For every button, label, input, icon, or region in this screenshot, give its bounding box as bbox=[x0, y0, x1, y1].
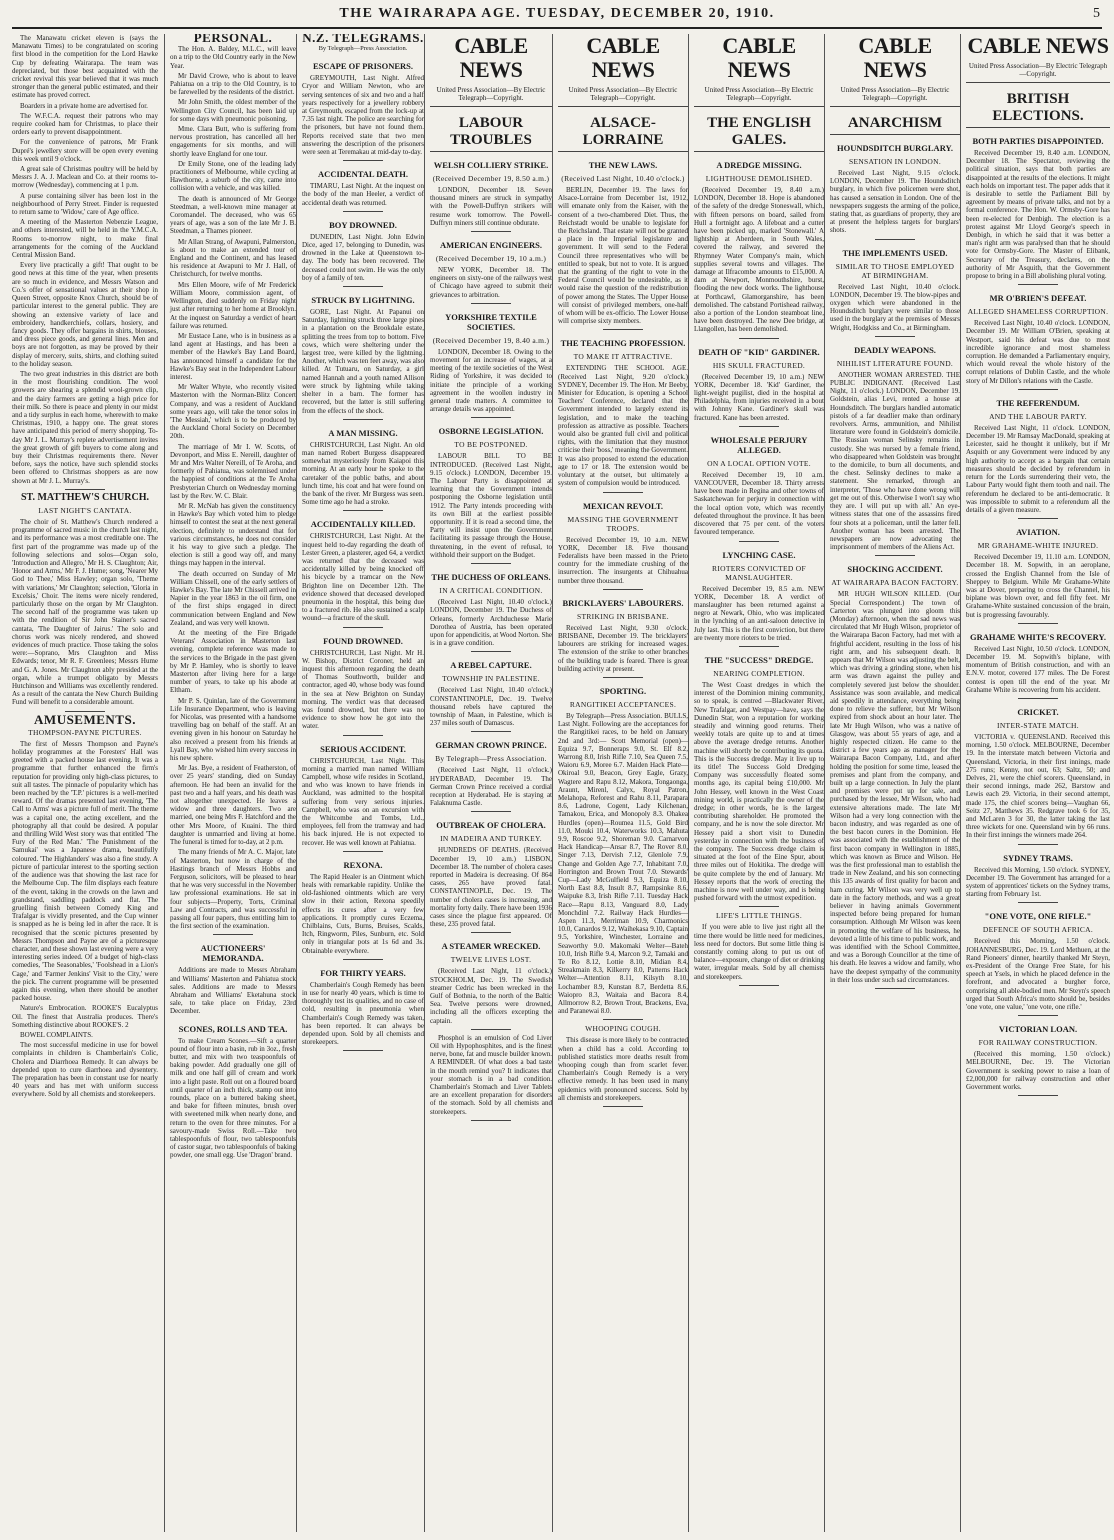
divider bbox=[471, 811, 511, 812]
story-headline: MEXICAN REVOLT. bbox=[582, 500, 664, 511]
story-headline: CRICKET. bbox=[1017, 706, 1059, 717]
story-subheadline: HIS SKULL FRACTURED. bbox=[712, 360, 806, 370]
story-text: BERLIN, December 19. The laws for Alsace-Lorraine from December 1st, 1912, will emanate only from the Kaiser, with the consent of a two-chambered Diet. Thus, the Reichstadt would be unable to legislate for the Reichsland. That estate will not be granted a place in the Imperial legislature and government. It will send to the Federal Council three representatives who will be entitled to speak, but not to vote. It is argued that the granting of the right to vote in the Federal Council would be undesirable, as it would raise the question of the redistribution of power among the States. The Upper House will consist of privileged members, one-half of whom will be ex-officio. The Lower House will comprise sixty members. bbox=[558, 186, 688, 326]
story-text: Received Last Night, 9.15 o'clock. LONDON, December 19. The Houndsditch burglary, in which five policemen were shot, has caused a sensation in London. One of the newspapers suggests the arming of the police, stating that, as guardians of property, they are at present the helpless targets for burglars' shots. bbox=[830, 169, 960, 235]
story-subheadline: RIOTERS CONVICTED OF MANSLAUGHTER. bbox=[712, 563, 806, 582]
story-text: CHRISTCHURCH, Last Night. Mr H. W. Bishop, District Coroner, held an inquest this afternoon regarding the death of Thomas Southworth, builder and contractor, aged 40, whose body was found in the sea at New Brighton on Sunday morning. The verdict was that deceased was found drowned, but there was no evidence to show how he got into the water. bbox=[302, 648, 424, 731]
paragraph: The many friends of Mr A. C. Major, late of Masterton, but now in charge of the Hastings branch of Messrs Hobbs and Ferguson, solicitors, will be pleased to hear that he was very successful in the November law professional examinations. He sat in four subjects—Property, Torts, Criminal Law and Contracts, and was successful in passing all four papers, thus entitling him to the first section of the examination. bbox=[170, 848, 296, 931]
story-headline: BRICKLAYERS' LABOURERS. bbox=[562, 597, 684, 608]
divider bbox=[739, 338, 779, 339]
lead-headline: ANARCHISM bbox=[830, 115, 960, 135]
story-headline: THE DUCHESS OF ORLEANS. bbox=[431, 572, 551, 583]
story-text: VICTORIA v. QUEENSLAND. Received this morning, 1.50 o'clock. MELBOURNE, December 19. In the interstate match between Victoria and Queensland, Victoria, in their first innings, made 275 runs; Kenny, not out, 63; Saltz, 50; and Delves, 21, were the chief scorers. Queensland, in their second innings, made 262, Barstow and Lewis each 29. Victoria, in their second attempt, made 175, the chief scorers being—Vaughan 66, Seitz 27, Matthews 35. Redgrave took 6 for 35, and McLaren 3 for 30, the latter taking the last three wickets for one. Queensland win by 66 runs. In their first innings the winners made 264. bbox=[966, 732, 1110, 840]
cable-credit: United Press Association—By Electric Telegraph—Copyright. bbox=[694, 86, 824, 107]
nz-telegrams-byline: By Telegraph—Press Association. bbox=[318, 45, 408, 53]
lead-headline: LABOUR TROUBLES bbox=[430, 115, 552, 152]
story-subheadline: LIFE'S LITTLE THINGS. bbox=[715, 911, 803, 921]
column-7-stories bbox=[830, 143, 960, 989]
story-text: Received Last Night, 10.40 o'clock. LONDON, December 19. Mr William O'Brien, speaking at Westport, said his defeat was due to most incredible ignorance and most shameless corruption. He demanded a Parliamentary enquiry, which would reveal the whole history of the corrupt relations of Dublin Castle, and the whole story of Mr Dillon's relations with the Castle. bbox=[966, 319, 1110, 385]
paragraph: The choir of St. Matthew's Church rendered a programme of sacred music in the church last night, and its performance was a most creditable one. The first part of the programme was made up of the following selections and solos—Organ solo, 'Introduction and Allegro,' Mr H. S. Claughton; Air, 'Honor and Arms,' Mr F. J. Hume; song, 'Nearer My God to Thee,' Miss Hawley; organ solo, 'Theme with variations,' Mr Claughton; selection, 'Gloria in Excelsis,' Choir. The items were nicely rendered, particularly those on the organ by Mr Claughton. The second half of the programme was taken up with the rendition of Sir John Stainer's sacred cantata, 'The Daughter of Jairus.' The solo and chorus work was nicely rendered, and showed evidences of much practice. Those taking the solos were:—Soprano, Mrs Claughton and Miss Edwards; tenor, Mr R. F. Greenlees; Messrs Hume and G. A. Jones. Mr Claughton ably presided at the organ, while a trumpet obligato by Messrs Hutchinson and Williams was excellently rendered. As a result of the cantata the New Church Building Fund will benefit to a considerable amount. bbox=[12, 517, 158, 707]
story-subheadline: (Received December 19, 10 a.m.) bbox=[435, 254, 547, 264]
story-subheadline: (Received December 19, 8.50 a.m.) bbox=[432, 174, 550, 183]
story-headline: GRAHAME WHITE'S RECOVERY. bbox=[970, 631, 1106, 642]
story-text: HUNDREDS OF DEATHS. (Received December 19, 10 a.m.) LISBON, December 18. The number of cholera cases reported in Madeira is decreasing. Of 864 cases, 265 have proved fatal. CONSTANTINOPLE, Dec. 19. The number of cholera cases is increasing, and mortality forty daily. There have been 1936 cases since the plague first appeared. Of these, 235 proved fatal. bbox=[430, 846, 552, 929]
story-subheadline: INTER-STATE MATCH. bbox=[997, 720, 1079, 730]
divider bbox=[875, 555, 915, 556]
paragraph: Boarders in a private home are advertised for. bbox=[20, 101, 148, 110]
story-subheadline: SENSATION IN LONDON. bbox=[848, 157, 942, 166]
cable-credit: United Press Association—By Electric Telegraph—Copyright. bbox=[430, 86, 552, 107]
story-text: Chamberlain's Cough Remedy has been in use for nearly 40 years, which is time to thoroughly test its qualities, and no case of cold, resulting in pneumonia when Chamberlain's Cough Remedy was taken, has been reported. It can always be depended upon. Sold by all chemists and storekeepers. bbox=[302, 980, 424, 1047]
story-text: Received Last Night, 11 o'clock. LONDON, December 19. Mr Ramsay MacDonald, speaking at Leicester, said he thought it unlikely, but if Mr Asquith or any Government were induced by any high authority to accept as a bargain that certain measures should be decided by referendum in return for the Lords surrendering their veto, the Labour Party would fight them tooth and nail. The referendum he declared to be anti-democratic. It was impossible to submit to a referendum all the details of a given measure. bbox=[966, 423, 1110, 514]
story-headline: ACCIDENTAL DEATH. bbox=[318, 169, 408, 180]
divider bbox=[1018, 389, 1058, 390]
column-4-stories bbox=[430, 160, 552, 1121]
divider bbox=[739, 906, 779, 907]
story-text: Received Last Night, 10.40 o'clock. LONDON, December 19. The blow-pipes and oxygen which were abandoned in the Houndsditch burglary were similar to those used in the burglary at the premises of Messrs Wright, Hodgkiss and Co., at Birmingham. bbox=[830, 282, 960, 332]
divider bbox=[471, 1029, 511, 1030]
story-headline: THE "SUCCESS" DREDGE. bbox=[704, 654, 814, 665]
story-headline: STRUCK BY LIGHTNING. bbox=[311, 295, 415, 306]
divider bbox=[343, 627, 383, 628]
story-headline: FOUND DROWNED. bbox=[323, 635, 403, 646]
divider bbox=[739, 541, 779, 542]
paragraph: Dr Emily Stone, one of the leading lady practitioners of Melbourne, while cycling at Hawthorne, a suburb of the city, came into collision with a vehicle, and was killed. bbox=[170, 159, 296, 193]
divider bbox=[343, 959, 383, 960]
story-headline: "ONE VOTE, ONE RIFLE." bbox=[984, 911, 1092, 922]
paragraph: Mr Walter Whyte, who recently visited Masterton with the Norman-Blitz Concert Company, and was a resident of Auckland some years ago, will take the tenor solos in 'The Messiah,' which is to be produced by the Auckland Choral Society on December 20th. bbox=[170, 383, 296, 441]
story-text: Received December 19, 10 a.m. NEW YORK, December 18. Five thousand Federalists have been massed in the Prieto country for the immediate crushing of the insurrection. The insurgents at Chihuahua number three thousand. bbox=[558, 535, 688, 585]
divider bbox=[1018, 623, 1058, 624]
story-text: Received December 19, 11.10 a.m. LONDON, December 18. M. Sopwith, in an aeroplane, crossed the English Channel from the Isle of Sheppey to Belgium. While Mr Grahame-White was at Dover, preparing to cross the Channel, his biplane was blown over, and fell fifty feet. Mr Grahame-White sustained concussion of the brain, but is progressing favourably. bbox=[966, 553, 1110, 619]
divider bbox=[471, 303, 511, 304]
paragraph: The marriage of Mr I. W. Scotts, of Devonport, and Miss E. Nereill, daughter of Mr and Mrs Walter Nereill, of Te Aroha, and formerly of Pahiatua, was solemnised under the happiest of conditions at the Te Aroha Presbyterian Church on Wednesday morning last by the Rev. W. C. Blair. bbox=[170, 442, 296, 500]
divider bbox=[739, 426, 779, 427]
story-headline: SERIOUS ACCIDENT. bbox=[320, 743, 406, 754]
section-subtitle-cantata: LAST NIGHT'S CANTATA. bbox=[38, 505, 132, 515]
page-number: 5 bbox=[1093, 6, 1100, 21]
story-headline: ACCIDENTALLY KILLED. bbox=[310, 519, 416, 530]
story-text: (Received Last Night, 11 o'clock.) STOCKHOLM, Dec. 19. The Swedish steamer Cedric has been wrecked in the Gulf of Bothnia, to the north of the Baltic Sea. Twelve persons were drowned, including all the officers excepting the captain. bbox=[430, 967, 552, 1025]
story-subheadline: MASSING THE GOVERNMENT TROOPS. bbox=[567, 514, 679, 533]
story-headline: VICTORIAN LOAN. bbox=[998, 1024, 1078, 1035]
cable-credit: United Press Association—By Electric Telegraph—Copyright. bbox=[558, 86, 688, 107]
story-subheadline: STRIKING IN BRISBANE. bbox=[577, 611, 669, 621]
story-headline: MR O'BRIEN'S DEFEAT. bbox=[989, 293, 1087, 304]
story-headline: ESCAPE OF PRISONERS. bbox=[312, 61, 414, 72]
story-subheadline: TOWNSHIP IN PALESTINE. bbox=[442, 674, 540, 684]
story-text: (Received Last Night, 10.40 o'clock.) CONSTANTINOPLE, Dec. 19. Twelve thousand rebels have captured the township of Maan, in Palestine, which is 237 miles south of Damascus. bbox=[430, 686, 552, 728]
section-title-amusements: AMUSEMENTS. bbox=[34, 711, 136, 727]
story-headline: THE NEW LAWS. bbox=[588, 160, 658, 170]
column-7 bbox=[824, 34, 963, 1532]
story-headline: A MAN MISSING. bbox=[328, 427, 398, 438]
nz-telegrams-title: N.Z. TELEGRAMS. bbox=[302, 34, 424, 45]
story-subheadline: NEARING COMPLETION. bbox=[713, 668, 805, 678]
divider bbox=[471, 731, 511, 732]
story-headline: A REBEL CAPTURE. bbox=[450, 660, 532, 671]
paragraph: A great sale of Christmas poultry will be held by Messrs J. A. J. Maclean and Co. at their rooms to-morrow (Wednesday), commencing at 1 p.m. bbox=[12, 165, 158, 190]
story-headline: BOTH PARTIES DISAPPOINTED. bbox=[972, 136, 1104, 146]
story-headline: OSBORNE LEGISLATION. bbox=[438, 426, 544, 437]
lead-headline: ALSACE-LORRAINE bbox=[558, 115, 688, 152]
story-subheadline: RANGITIKEI ACCEPTANCES. bbox=[569, 699, 677, 709]
column-6-stories bbox=[694, 160, 824, 986]
story-headline: HOUNDSDITCH BURGLARY. bbox=[836, 143, 954, 153]
paragraph: Nature's Embrocation. ROOKE'S Eucalyptus Oil. The finest that Australia produces. There's Something distinctive about ROOKE'S. 2 bbox=[12, 1004, 158, 1029]
story-text: The West Coast dredges in which the interest of the Dominion mining community, so to speak, is centred —Blackwater River, New Trafalgar, and Westpay—have, says the Dunedin Star, won a reputation for working steadily and winning good returns. Their weekly totals are quite up to and at times above the average dredge returns. Another machine will shortly be contributing its quota. This is the Success dredge. May it live up to its title! The Success Gold Dredging Company was successfully floated some months ago, its capital being £10,000. Mr John Hessey, well known in the West Coast mining world, is practically the owner of the dredge; in other words, he is the largest contributing shareholder. He promoted the company, and he is now the sole director. Mr Hessey paid a short visit to Dunedin yesterday in connection with the business of the company. The Success dredge claim is situated at the foot of the Eine Spur, about three miles out of Hokitika. The dredge will be quite complete by the end of January. Mr Hessey reports that the work of erecting the machine is now well under way, and is being pushed forward with the utmost expedition. bbox=[694, 680, 824, 903]
divider bbox=[603, 492, 643, 493]
story-text: Received Last Night, 10.50 o'clock. LONDON, December 19. M. Sopwith's biplane, with momentum of British construction, and with an E.N.V. motor, covered 177 miles. The De Forest contest is open till the end of the year. Mr Grahame White is recovering from his accident. bbox=[966, 644, 1110, 694]
divider bbox=[343, 160, 383, 161]
paragraph: A purse containing silver has been lost in the neighbourhood of Perry Street. Finder is requested to return same to 'Widow,' care of Age office. bbox=[12, 191, 158, 217]
nz-telegram-stories bbox=[302, 61, 424, 1051]
section-subtitle-pictures: THOMPSON-PAYNE PICTURES. bbox=[28, 727, 142, 737]
masthead bbox=[0, 6, 1114, 24]
column-1 bbox=[12, 34, 162, 1532]
story-text: MR HUGH WILSON KILLED. (Our Special Correspondent.) The town of Carterton was plunged into gloom this (Monday) afternoon, when the sad news was circulated that Mr Hugh Wilson, proprietor of the Wairarapa Bacon Factory, had met with a frightful accident, resulting in the loss of his right arm, and his subsequent death. It appears that Mr Wilson was adjusting the belt, which was driving a grinding stone, when his arm was drawn against the pulley and completely severed just below the shoulder. Assistance was soon available, and medical aid speedily in attendance, everything being done to relieve the sufferer, but Mr Wilson expired from shock about an hour later. The late Mr Hugh Wilson, who was a native of Glasgow, was about 55 years of age, and a highly respected citizen. He came to the district a few years ago as manager for the Wairarapa Bacon Company, Ltd., and after holding the position for some time, leased the premises and plant from the company, and built up a large connection. In July the plant and premises were put up for sale, and purchased by the lessee, Mr Wilson, who had extensive alterations made. The late Mr Wilson had a very long connection with the bacon industry, and was regarded as one of the best bacon curers in the Dominion. He was associated with the establishment of the first bacon company in Wellington in 1885, which was known as Bruce and Wilson. He was the first professional man to establish the trade in New Zealand, and his son connecting this 135 awards of first quality for bacon and ham curing. Mr Wilson was very well up to date in the factory methods, and was a great believer in having animals Government inspected before being prepared for human consumption. Although Mr Wilson was keen in promoting the welfare of his business, he devoted a little of his time to public work, and was identified with the School Committee, and was a Borough Councillor at the time of his death. He leaves a widow and family, who have the deepest sympathy of the community in their loss under such sad circumstances. bbox=[830, 590, 960, 984]
story-text: ANOTHER WOMAN ARRESTED. THE PUBLIC INDIGNANT. (Received Last Night, 11 o'clock.) LONDON, December 19. Goldstein, alias Levi, rented a house at Houndsditch. The burglars handled automatic pistols of a far deadlier make than ordinary revolvers. Arms, ammunition, and Nihilist literature were found in Goldstein's domicile. The Russian woman Selinsky remains in custody. She was nursed by a female friend, who disappeared when Goldstein was brought to the domicile, to burn all documents, and the chest. Selinsky declines to make a statement. She remarked, through an interpreter, 'Those who have done wrong will get me out of this. Otherwise I won't say who they are. I will put up with all.' An eye-witness states that one of the assassins fired four shots at a policeman, until the latter fell. Another woman has been arrested. The newspapers are now advocating the imprisonment of members of the Aliens Act. bbox=[830, 370, 960, 552]
paragraph: Mr Eustace Lane, who is in business as a land agent at Hastings, and has been a member of the Hawke's Bay Land Board, has announced himself a candidate for the Hawke's Bay seat in the Independent Labour interest. bbox=[170, 331, 296, 381]
story-headline: FOR THIRTY YEARS. bbox=[320, 967, 406, 978]
story-headline: BOY DROWNED. bbox=[329, 219, 397, 230]
masthead-title: THE WAIRARAPA AGE. TUESDAY, DECEMBER 20, 1910. bbox=[339, 6, 775, 21]
divider bbox=[603, 329, 643, 330]
story-text: (Received Last Night, 11 o'clock.) HYDERABAD, December 19. The German Crown Prince received a cordial reception at Hyderabad. He is staying at Falaknuma Castle. bbox=[430, 766, 552, 808]
story-headline: WHOLESALE PERJURY ALLEGED. bbox=[710, 434, 808, 455]
auction-title: AUCTIONEERS' MEMORANDA. bbox=[200, 943, 266, 964]
divider bbox=[1018, 698, 1058, 699]
divider bbox=[471, 231, 511, 232]
story-subheadline: AT WAIRARAPA BACON FACTORY. bbox=[831, 578, 959, 588]
story-subheadline: TO BE POSTPONED. bbox=[454, 440, 528, 450]
story-subheadline: NIHILIST LITERATURE FOUND. bbox=[836, 358, 954, 368]
cable-news-header: CABLE NEWS bbox=[967, 34, 1109, 58]
paragraph: The death is announced of Mr George Steedman, a well-known mine manager at Coromandel. The deceased, who was 65 years of age, was a son of the late Mr J. B. Steedman, a Thames pioneer. bbox=[170, 194, 296, 236]
scones-text: To make Cream Scones.—Sift a quarter pound of flour into a basin, rub in 3oz., fresh butter, and mix with two teaspoonfuls of baking powder. Add gradually one gill of milk and one half gill of cream and work into a light paste. Roll out on a floured board until quarter of an inch thick, stamp out into rounds, place on a buttered baking sheet, and bake for fifteen minutes, brush over with sweetened milk when nearly done, and return to the oven for three minutes. For a savoury-made Swiss Roll.—Take two tablespoonfuls of flour, two tablespoonfuls of castor sugar, two tablespoonfuls of baking powder, one small egg. Use 'Dragon' brand. bbox=[170, 1036, 296, 1160]
story-text: (Received this morning, 1.50 o'clock.) MELBOURNE, Dec. 19. The Victorian Government is seeking power to raise a loan of £2,000,000 for railway construction and other Government works. bbox=[966, 1050, 1110, 1092]
divider bbox=[471, 417, 511, 418]
paragraph: Mr Jas. Bye, a resident of Featherston, of over 25 years' standing, died on Sunday afternoon. He had been an invalid for the past two and a half years, and his death was not altogether unexpected. He leaves a widow and three daughters. Two are married, one being Mrs F. Hatchford and the other Mrs Moore, of Kuaini. The third daughter is unmarried and living at home. The funeral is timed for to-day, at 2 p.m. bbox=[170, 764, 296, 847]
paragraph: Mr John Smith, the oldest member of the Wellington City Council, has been laid up for some days with pneumonic poisoning. bbox=[170, 98, 296, 123]
story-subheadline: (Received December 19, 8.40 a.m.) bbox=[432, 335, 550, 345]
story-headline: SYDNEY TRAMS. bbox=[1003, 852, 1073, 863]
story-text: LABOUR BILL TO BE INTRODUCED. (Received Last Night, 9.15 o'clock.) LONDON, December 19. The Labour Party is disappointed at learning that the Government intends postponing the Osborne legislation until 1912. The Party intends proceeding with its own Bill at the earliest possible opportunity. If it is read a second time, the Party will insist upon the Government facilitating its passage through the House, threatening, in the event of refusal, to withhold their support on the Budget. bbox=[430, 452, 552, 559]
paragraph: The Manawatu cricket eleven is (says the Manawatu Times) to be congratulated on scoring first blood in the competition for the Lord Hawke Cup by defeating Wairarapa. The team was depreciated, but those best acquainted with the cricket revival this year believed that it was much stronger than the general public estimated, and their estimate has proved correct. bbox=[12, 34, 158, 100]
story-headline: THE IMPLEMENTS USED. bbox=[842, 247, 948, 258]
divider bbox=[471, 563, 511, 564]
divider bbox=[1018, 902, 1058, 903]
story-subheadline: IN A CRITICAL CONDITION. bbox=[439, 586, 543, 596]
divider bbox=[875, 336, 915, 337]
paragraph: Mr David Crowe, who is about to leave Pahiatua on a trip to the Old Country, is to be farewelled by the residents of the district. bbox=[170, 71, 296, 97]
story-text: If you were able to live just right all the time there would be little need for medicines, less need for doctors. But some little thing is constantly coming along to put us out of balance—exposure, change of diet or drinking water, irregular meals. Sold by all chemists and storekeepers. bbox=[694, 923, 824, 981]
paragraph: Mrs Ellen Moore, wife of Mr Frederick William Moore, commission agent, of Wellington, died suddenly on Friday night just after returning to her home at Brooklyn. At the inquest on Saturday a verdict of heart failure was returned. bbox=[170, 280, 296, 330]
divider bbox=[739, 646, 779, 647]
divider bbox=[1018, 844, 1058, 845]
cable-news-header: CABLE NEWS bbox=[454, 34, 528, 82]
cable-news-header: CABLE NEWS bbox=[586, 34, 660, 82]
divider bbox=[471, 1120, 511, 1121]
paragraph: Mr P. S. Quinlan, late of the Government Life Insurance Department, who is leaving for Nicolas, was presented with a handsome travelling bag on behalf of the staff. At an evening given in his honour on Saturday he also received a present from his friends at Lyall Bay, who wished him every success in his new sphere. bbox=[170, 696, 296, 763]
story-text: (Received December 19, 8.40 a.m.) LONDON, December 18. Hope is abandoned of the safety of the dredge Stoneswall, which, with fifteen persons on board, sailed from Hull a fortnight ago. A lifeboat and a cutter have been picked up, marked 'Stonewall.' A lightship at Aberdeen, in South Wales, covered the railway, and severed the Rhymney Water Company's main, which supplies several towns and villages. The damage at Ilfracombe amounts to £15,000. A dam at Newport, Monmouthshire, burst, flooding the new dock works. The lighthouse at Porthcawl, Glamorganshire, has been demolished. The cabstand Portishead railway, also a portion of the London steamboat line, have been destroyed. The new Dee bridge, at Llangollen, has been demolished. bbox=[694, 186, 824, 334]
story-text: Phosphol is an emulsion of Cod Liver Oil with Hypophosphites, and is the finest nerve, bone, fat and muscle builder known. A REMINDER. Of what does a bad taste in the mouth remind you? It indicates that your stomach is in a bad condition. Chamberlain's Stomach and Liver Tablets are an excellent preparation for disorders of the stomach. Sold by all chemists and storekeepers. bbox=[430, 1033, 552, 1116]
story-subheadline: WHOOPING COUGH. bbox=[585, 1024, 661, 1034]
paragraph: The two great industries in this district are both in the most flourishing condition. The wool growers are shearing a splendid wool-grown clip, and the dairy farmers are getting a high price for their milk. So there is peace and plenty in our midst and a tidy surplus in each home, wherewith to make Christmas, 1910, a happy one. The great stores have anticipated this period of merry shopping. To-day Mr J. L. Murray's replete advertisement invites the great growth of gift buyers to come along and buy their Christmas requirements there. Never before, says the notice, have such splendid stocks been offered to Christmas shoppers as are now shown at Mr J. L. Murray's. bbox=[12, 369, 158, 485]
story-headline: DEATH OF "KID" GARDINER. bbox=[698, 346, 820, 357]
story-text: LONDON, December 18. Seven thousand miners are struck in sympathy with the Powell-Duffryn strikers will resume work tomorrow. The Powell-Duffryn miners still continue obdurate. bbox=[430, 186, 552, 227]
story-text: GORE, Last Night. At Papanui on Saturday, lightning struck three large pines in a plantation on the Brookdale estate, splitting the trees from top to bottom. Five cows, which were sheltering under the largest tree, were killed by the lightning. Another, which was ten feet away, was also killed. At Tutuaru, on Saturday, a girl named Hannah and a youth named Allison were struck by lightning while taking shelter in a barn. The former has recovered, but the latter is still suffering from the effects of the shock. bbox=[302, 308, 424, 415]
lead-headline: THE ENGLISH GALES. bbox=[694, 115, 824, 152]
personal-title: PERSONAL. bbox=[193, 34, 273, 45]
story-text: GREYMOUTH, Last Night. Alfred Cryor and William Newton, who are serving sentences of six and two and a half years respectively for a jewellery robbery at Greymouth, escaped from the lock-up at 7.35 last night. The police are searching for the prisoners, but have not found them. Reports received state that two men answering the description of the prisoners were seen at Teremakau at mid-day to-day. bbox=[302, 74, 424, 157]
paragraph: The first of Messrs Thompson and Payne's holiday programmes at the Foresters' Hall was greeted with a packed house last evening. It was a programme that further enhanced the firm's reputation for providing only high-class pictures, to suit all tastes. The pinnacle of popularity which has been reached by the 'T.P.' pictures is a well-merited reward. Of the dramas presented last evening, 'The Call to Arms' was a picture full of merit. The theme was a capital one, the acting excellent, and the photography all that could be desired. A popular and thrilling Wild West story was that entitled 'The Fury of the Red Man.' 'The Punishment of the Samukai' was a Japanese drama, beautifully coloured. 'The Highlanders' was also a fine study. A picture of particular interest to the sporting section of the audience was that showing the last race for the Melbourne Cup. The film displays each feature of the event, taking in the crowds on the lawn and grandstand, saddling paddock and flat. The gruelling finish between Comedy King and Trafalgar is vividly presented, and the Cup winner is snapped as he is being led in after the race. It is recognised that the scenic pictures presented by Messrs Thompson and Payne are of a picturesque character, and these shown last evening were a very interesting series indeed. Of a budget of high-class comedies, 'The Seasonables,' 'Foolshead in a Lion's Cage,' and 'Farmer Jenkins' Visit to the City,' were the pick. The current programme will be presented again this evening, when there should be another packed house. bbox=[12, 739, 158, 1003]
paragraph: The W.F.C.A. request their patrons who may require cooked ham for Christmas, to place their orders early to prevent disappointment. bbox=[12, 111, 158, 137]
story-headline: LYNCHING CASE. bbox=[722, 549, 796, 560]
column-4 bbox=[424, 34, 555, 1532]
divider bbox=[343, 1050, 383, 1051]
cable-credit: United Press Association—By Electric Telegraph—Copyright. bbox=[830, 86, 960, 107]
story-headline: SPORTING. bbox=[599, 685, 647, 696]
paragraph: The most successful medicine in use for bowel complaints in children is Chamberlain's Colic, Cholera and Diarrhoea Remedy. It can always be depended upon to cure diarrhoea and dysentery. The preparation has been in constant use for nearly 40 years and has met with uniform success everywhere. Sold by all chemists and storekeepers. bbox=[12, 1041, 158, 1099]
divider bbox=[343, 510, 383, 511]
story-text: (Received December 19, 10 a.m.) NEW YORK, December 18. 'Kid' Gardiner, the light-weight pugilist, died in the hospital at Philadelphia, from injuries received in a bout with Johnny Kane. Gardiner's skull was fractured. Kane has been arrested. bbox=[694, 372, 824, 422]
column-6 bbox=[688, 34, 827, 1532]
story-subheadline: By Telegraph—Press Association. bbox=[435, 754, 547, 764]
story-text: Received Last Night, 9.30 o'clock. BRISBANE, December 19. The bricklayers' labourers are striking for increased wages. The extension of the strike to other branches of the building trade is feared. There is great building activity at present. bbox=[558, 623, 688, 673]
divider bbox=[65, 489, 105, 490]
story-subheadline: DEFENCE OF SOUTH AFRICA. bbox=[982, 925, 1094, 935]
story-headline: DEADLY WEAPONS. bbox=[854, 344, 936, 355]
story-headline: YORKSHIRE TEXTILE SOCIETIES. bbox=[445, 311, 537, 332]
divider bbox=[875, 988, 915, 989]
story-text: TIMARU, Last Night. At the inquest on the body of the man Heeler, a verdict of accidental death was returned. bbox=[302, 182, 424, 207]
divider bbox=[1018, 518, 1058, 519]
story-text: By Telegraph—Press Association. BULLS, Last Night. Following are the acceptances for the Rangitikei races, to be held on January 2nd and 3rd:— Scott Memorial (open)—Equiza 9.7, Bonneraps 9.0, St. Elf 8.2, Warrong 8.0, Irish Rifle 7.10, Sea Queen 7.5, Waioru 6.9, Moree 6.7. Maiden Hack Plate—Okiroal 9.0, Beacon, Grey Eagle, Grazy, Wagtere and Rapu 8.12, Makora, Tongaonga, Araunt, Mirenl, Calyx, Royal Patron, Melahopa, Reforest and Rahu 8.11, Parapara 8.6, Ladrone, Cogent, Lady Kilchenan, Tamakou, Erica, and Monopoly 8.3. Ohakea Hurdles (open)—Roumea 11.5, Gold Bird 11.0, Mouki 10.4, Waterworks 10.3, Mahuta 9.9, Roscoe 9.2, Shoreman 9.0. Carnarvon Hack Handicap—Ansar 8.7, The Rover 8.0, Singer 7.13, Dervish 7.12, Glenlole 7.9, Change and Golden Age 7.7, Inhabitant 7.0, Horrington and Brown Trout 7.0. Stewards' Cup—Lady McGulfield 9.3, Equiza 8.10, North East 8.8, Insult 8.7, Rampsinke 8.6, Waipuke 8.3, Irish Rifle 7.11. Tuesday Hack Race—Rapu 8.13, Vanguard 8.0, Lady Monchdinl 7.2. Railway Hack Hurdles—Aspen 11.3, Merriman 10.9, Charmonics 10.0, Canardos 9.12, Waihekasa 9.10, Captain 9.5, Yorkshire, Winchester, Lorraine and Seaworthy 9.0. Makomaki Welter—Bateh 10.0, Irish Rifle 9.4, Marcon 9.2, Tamaki and Te Ro 8.12, Lottie 8.10, Midian 8.4, Streakmain 8.3, Kilkerry 8.0, Patterns Hack Welter—Attention 8.11, Kilsyth 8.10, Lochamber 8.9, Kunstan 8.7, Berdetta 8.6, Waiopro 8.3, Waitaia and Bacora 8.4, Allmorrow 8.2, Brown Trout, Brackens, Eva, and Paranewai 8.0. bbox=[558, 711, 688, 1016]
story-subheadline: ON A LOCAL OPTION VOTE. bbox=[707, 458, 811, 468]
column-1-paragraphs bbox=[12, 34, 158, 485]
paragraph: For the convenience of patrons, Mr Frank Dupré's jewellery store will be open every evening this week until 9 o'clock. bbox=[12, 138, 158, 163]
story-headline: OUTBREAK OF CHOLERA. bbox=[436, 820, 546, 831]
divider bbox=[1018, 284, 1058, 285]
story-text: Received December 19, 8.5 a.m. NEW YORK, December 18. A verdict of manslaughter has been returned against a negro at Newark, Ohio, who was implicated in the lynching of an anti-saloon detective in July last. This is the first conviction, but there are twenty more rioters to be tried. bbox=[694, 584, 824, 642]
column-2 bbox=[164, 34, 299, 1532]
story-subheadline: SIMILAR TO THOSE EMPLOYED AT BIRMINGHAM. bbox=[835, 261, 955, 280]
column-8 bbox=[960, 34, 1112, 1532]
story-headline: WELSH COLLIERY STRIKE. bbox=[433, 160, 549, 170]
story-text: CHRISTCHURCH, Last Night. An old man named Robert Burgess disappeared somewhat mysteriously from Kaiapoi this morning. At an early hour he spoke to the caretaker of the public baths, and about lunch time, his coat and hat were found on the bank of the river. Mr Burgess was seen. Some time ago he had a stroke. bbox=[302, 440, 424, 507]
divider bbox=[875, 239, 915, 240]
story-headline: SHOCKING ACCIDENT. bbox=[847, 564, 943, 575]
cable-news-header: CABLE NEWS bbox=[858, 34, 932, 82]
divider bbox=[603, 1019, 643, 1020]
story-headline: GERMAN CROWN PRINCE. bbox=[435, 740, 547, 751]
story-subheadline: TWELVE LIVES LOST. bbox=[450, 955, 532, 965]
cantata-paragraphs bbox=[12, 518, 158, 707]
story-text: CHRISTCHURCH, Last Night. This morning a married man named William Campbell, whose wife resides in Scotland, and who was known to have friends in Auckland, was admitted to the hospital suffering from very serious injuries. Campbell, who was on an excursion with the Whitcombe and Tombs, Ltd., employees, fell from the tramway and had his back injured. He is not expected to recover. He was well known at Pahiatua. bbox=[302, 756, 424, 847]
story-text: This disease is more likely to be contracted when a child has a cold. According to published statistics more deaths result from whooping cough than from scarlet fever. Chamberlain's Cough Remedy is a very effective remedy. It has been used in many epidemics with pronounced success. Sold by all chemists and storekeepers. bbox=[558, 1036, 688, 1102]
auction-text: Additions are made to Messrs Abraham and Williams' Masterton and Pahiatua stock sales. Additions are made to Messrs Abraham and Williams' Eketahuna stock sale, to take place on Friday, 23rd December. bbox=[170, 966, 296, 1016]
story-text: Received December 19, 8.40 a.m. LONDON, December 18. The Spectator, reviewing the political situation, says that both parties are disappointed at the results of the elections. It might each holds on important test. The paper adds that it is desirable to settle the Parliament Bill by agreement by means of private talks, and not by a formal conference. The Hon. W. Ormsby-Gore has been re-elected for Denbigh. The election is a protest against Mr Lloyd George's speech in Denbigh, in which he said that it was better a man's right arm was paralysed than that he should vote for Ormsby-Gore. The Master of Elibank, Secretary of the Treasury, declares, on the authority of Mr Asquith, that the Government propose to bring in a Bill abolishing plural voting. bbox=[966, 149, 1110, 281]
cable-news-header: CABLE NEWS bbox=[722, 34, 796, 82]
story-text: LONDON, December 18. Owing to the movement for an increase of wages, at a meeting of the textile societies of the West Riding of Yorkshire, it was decided to initiate the principle of a working agreement in the woollen industry in general trade matters. A committee to arrange details was appointed. bbox=[430, 347, 552, 414]
story-headline: THE TEACHING PROFESSION. bbox=[560, 338, 686, 349]
divider bbox=[603, 1106, 643, 1107]
story-text: Received this Morning, 1.50 o'clock. SYDNEY, December 19. The Government has arranged for a system of apprentices' tickets on the Sydney trams, starting from February 1st. bbox=[966, 865, 1110, 899]
story-text: Received this Morning, 1.50 o'clock. JOHANNESBURG, Dec. 19. Lord Methuen, at the Rand Pioneers' dinner, heartily thanked Mr Steyn, ex-President of the Orange Free State, for his speech at Ysels, in which he placed defence in the forefront, and advocated a burgher force, comprising all able-bodied men. Mr Steyn's speech urged that South Africa's motto should be, besides 'one vote, one value,' 'one vote, one rifle.' bbox=[966, 937, 1110, 1012]
story-subheadline: (Received Last Night, 10.40 o'clock.) bbox=[561, 174, 685, 183]
story-text: NEW YORK, December 18. The engineers on sixty-one of the railways west of Chicago have agreed to submit their grievances to arbitration. bbox=[430, 266, 552, 299]
paragraph: A meeting of the Masterton Nebenzie League, and others interested, will be held in the Y.M.C.A. Rooms to-morrow night, to make final arrangements for the coming of the Auckland Central Mission Band. bbox=[12, 218, 158, 260]
divider bbox=[343, 211, 383, 212]
paragraph: Mme. Clara Butt, who is suffering from nervous prostration, has cancelled all her engagements for six months, and will shortly leave England for one tour. bbox=[170, 125, 296, 158]
story-subheadline: TO MAKE IT ATTRACTIVE. bbox=[573, 352, 673, 362]
paragraph: Mr Allan Strang, of Awapuni, Palmerston, is about to make an extended tour of England and the Continent, and has leased his residence at Awapuni to Mr J. Hall, of Christchurch, for twelve months. bbox=[170, 237, 296, 279]
divider bbox=[471, 932, 511, 933]
story-text: EXTENDING THE SCHOOL AGE. (Received Last Night, 9.20 o'clock.) SYDNEY, December 19. The Hon. Mr Beeby, Minister for Education, is opening a School Teachers' Conference, declared that the Government intended to largely extend its legislation, and to make the teaching profession as attractive as possible. Teachers would also be granted full civil and political rights, with the limitation that they mustnot criticise their 'boss,' meaning the Government. It was also proposed to extend the education age to 17 or 18. The extension would be voluntary at the outset, but ultimately a system of compulsion would be introduced. bbox=[558, 364, 688, 488]
story-text: (Received Last Night, 10.40 o'clock.) LONDON, December 19. The Duchess of Orleans, formerly Archduchesse Marie Dorothea of Austria, has been operated upon for appendicitis, at Wood Norton. She is in a grave condition. bbox=[430, 598, 552, 648]
story-subheadline: FOR RAILWAY CONSTRUCTION. bbox=[978, 1038, 1098, 1048]
divider bbox=[603, 589, 643, 590]
story-subheadline: MR GRAHAME-WHITE INJURED. bbox=[977, 541, 1099, 551]
story-subheadline: IN MADEIRA AND TURKEY. bbox=[440, 834, 542, 844]
paragraph: At the meeting of the Fire Brigade Veterans' Association in Masterton last evening, complete reference was made to the services to the Brigade in the past given by Mr P. Hamley, who is shortly to leave Masterton after living here for a large number of years, to take up his abode at Eltham. bbox=[170, 629, 296, 695]
paragraph: BOWEL COMPLAINTS. bbox=[20, 1030, 93, 1039]
story-subheadline: LIGHTHOUSE DEMOLISHED. bbox=[705, 174, 813, 183]
paragraph: Every live practically a gift! That ought to be good news at this time of the year, when presents are so much in evidence, and Messrs Watson and Co.'s offer of sensational values at their shop in Queen Street, opposite Knox Church, should be of particular interest to the general public. They are showing an extensive variety of lace and embroidery, handkerchiefs, collars, hosiery, and fancy goods. They offer bargains in shirts, blouses, and dress piece goods, and general lines. Men and boys are not forgotten, as may be proved by their display of mercery, suits, shirts, and clothing suited to the holiday season. bbox=[12, 261, 158, 368]
divider bbox=[603, 677, 643, 678]
divider bbox=[1018, 1095, 1058, 1096]
masthead-rule bbox=[12, 27, 1102, 29]
column-5 bbox=[552, 34, 691, 1532]
personal-paragraphs bbox=[170, 45, 296, 930]
story-headline: A STEAMER WRECKED. bbox=[441, 941, 541, 952]
paragraph: Mr R. McNab has given the constituency in Hawke's Bay which voted him to pledge himself to contest the seat at the next general election, definitely to understand that for various circumstances, he does not consider it his way to give such a pledge. The election is still a good way off, and many things may happen in the interval. bbox=[170, 501, 296, 568]
cable-credit: United Press Association—By Electric Telegraph—Copyright. bbox=[966, 62, 1110, 83]
story-text: CHRISTCHURCH, Last Night. At the inquest held to-day regarding the death of Lester Green, a plasterer, aged 64, a verdict was returned that the deceased was accidentally killed by being knocked off his bicycle by a tramcar on the New Brighton line on December 12th. The evidence showed that deceased developed pneumonia in the hospital, this being due to a fractured rib. He also sustained a scalp wound—a fracture of the skull. bbox=[302, 532, 424, 623]
divider bbox=[471, 651, 511, 652]
divider bbox=[1018, 1015, 1058, 1016]
story-headline: AVIATION. bbox=[1016, 527, 1060, 538]
column-5-stories bbox=[558, 160, 688, 1107]
section-title-st-matthews: ST. MATTHEW'S CHURCH. bbox=[21, 491, 149, 503]
story-subheadline: ALLEGED SHAMELESS CORRUPTION. bbox=[967, 307, 1109, 317]
story-subheadline: AND THE LABOUR PARTY. bbox=[989, 411, 1087, 421]
story-headline: THE REFERENDUM. bbox=[996, 397, 1080, 408]
paragraph: The Hon. A. Baldey, M.L.C., will leave on a trip to the Old Country early in the New Year. bbox=[170, 45, 296, 70]
divider bbox=[343, 286, 383, 287]
story-headline: REXONA. bbox=[343, 859, 383, 870]
amusements-paragraphs bbox=[12, 740, 158, 1099]
story-text: The Rapid Healer is an Ointment which heals with remarkable rapidity. Unlike the old-fashioned ointments which are very slow in their action, Rexona speedily effects its cures after a very few applications. It promptly cures Eczema, Chilblains, Cuts, Burns, Bruises, Scalds, Itch, Ringworm, Piles, Sunburn, etc. Sold only in triangular pots at 1s 6d and 3s. Obtainable everywhere. bbox=[302, 872, 424, 955]
lead-headline: BRITISH ELECTIONS. bbox=[966, 91, 1110, 128]
divider bbox=[739, 985, 779, 986]
divider bbox=[343, 419, 383, 420]
scones-title: SCONES, ROLLS AND TEA. bbox=[178, 1023, 288, 1034]
divider bbox=[343, 851, 383, 852]
divider bbox=[343, 735, 383, 736]
divider bbox=[213, 934, 253, 935]
story-headline: AMERICAN ENGINEERS. bbox=[439, 240, 542, 251]
story-text: DUNEDIN, Last Night. John Edwin Dice, aged 17, belonging to Dunedin, was drowned in the Lake at Queenstown to-day. The body has been recovered. The deceased could not swim. He was the only boy of a family of ten. bbox=[302, 232, 424, 282]
story-text: Received December 19, 10 a.m. VANCOUVER, December 18. Thirty arrests have been made in Regina and other towns of Saskatchewan for perjury in connection with the local option vote, which was recently defeated throughout the province. It has been discovered that 75 per cent. of the voters favoured temperance. bbox=[694, 470, 824, 537]
paragraph: The death occurred on Sunday of Mr William Chissell, one of the early settlers of Hawke's Bay. The late Mr Chissell arrived in Napier in the year 1863 in the oil firm, one of the first ships engaged in direct communication between England and New Zealand, and was very well known. bbox=[170, 569, 296, 627]
column-8-stories bbox=[966, 136, 1110, 1096]
column-3 bbox=[296, 34, 427, 1532]
story-headline: A DREDGE MISSING. bbox=[716, 160, 802, 170]
